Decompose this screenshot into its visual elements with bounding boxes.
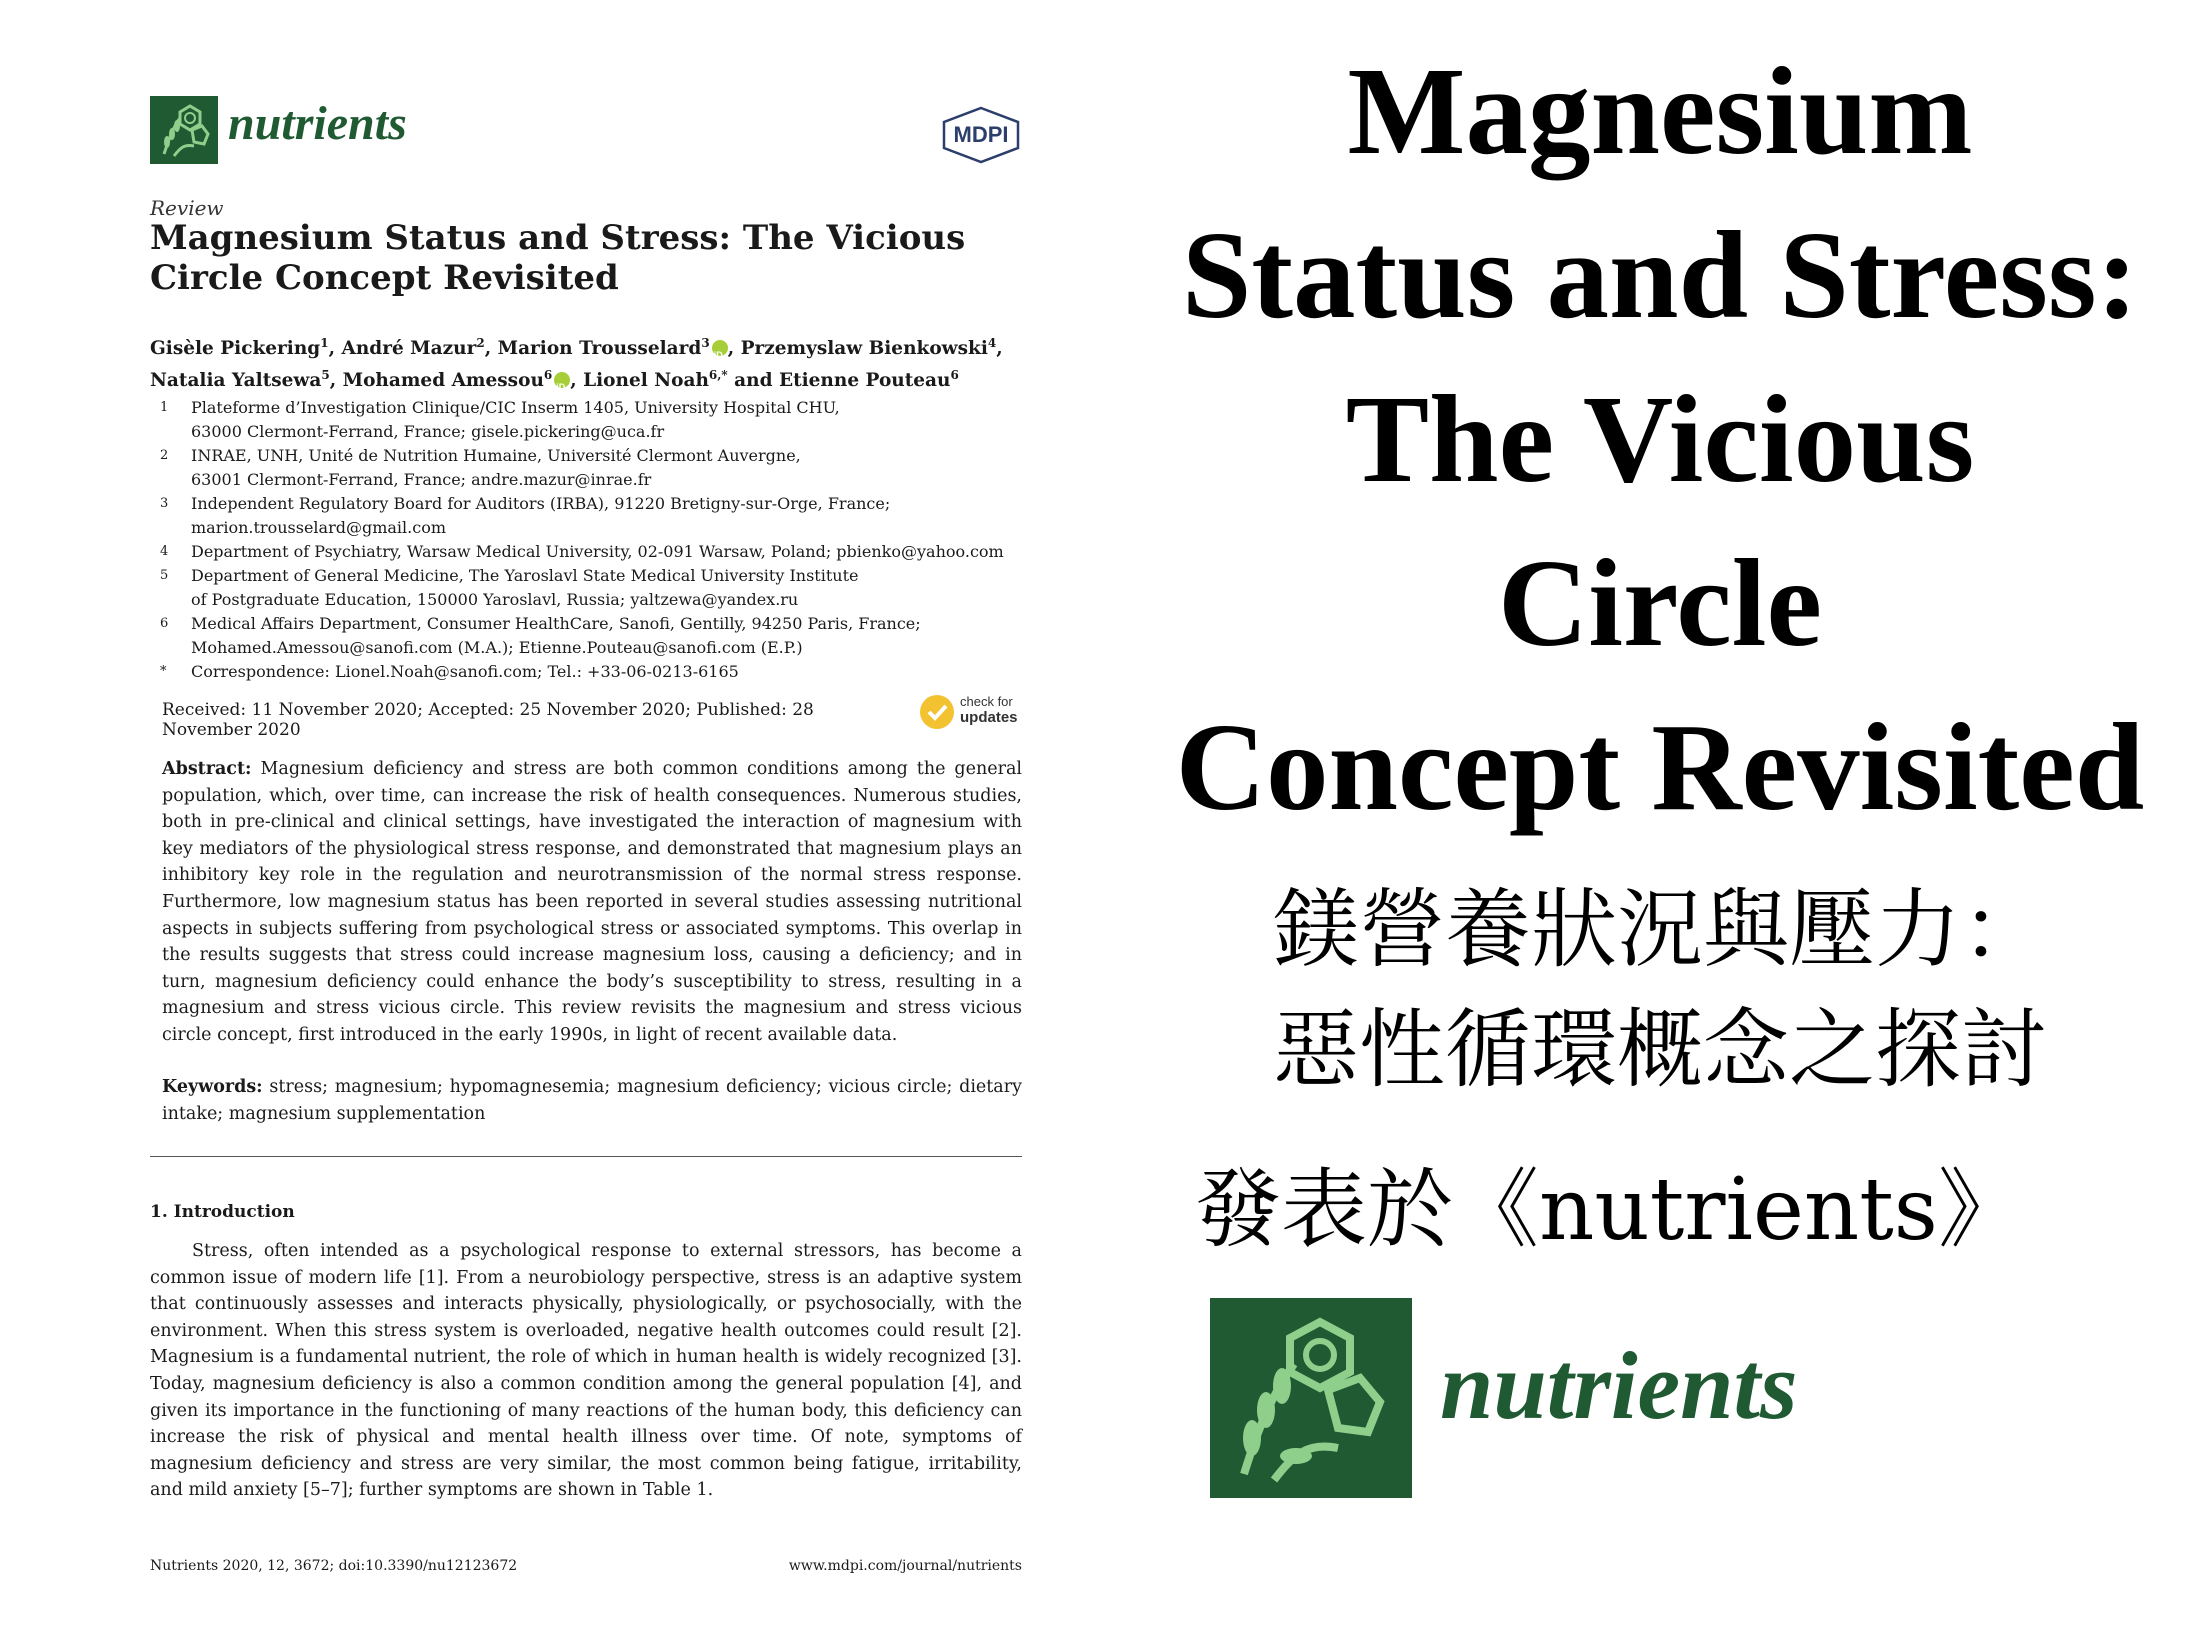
affiliation-text [191,540,1040,564]
affiliation-text [191,660,1040,684]
author-affiliation-ref: 1 [320,336,329,350]
author-name: Mohamed Amessou [342,370,544,392]
author-affiliation-ref: 3 [701,336,710,350]
affiliation-item [160,564,1040,612]
affiliation-item [160,540,1040,564]
affiliation-text [191,612,1040,660]
author-name: Przemyslaw Bienkowski [740,338,988,360]
author-affiliation-ref: 4 [987,336,997,350]
keywords-label: Keywords: [162,1077,263,1097]
slide-title-line: Status and Stress: [1181,207,2139,345]
affiliation-list [160,396,1040,684]
intro-heading: 1. Introduction [150,1202,295,1222]
published-in-label: 發表於《nutrients》 [1195,1160,2024,1260]
affiliation-text [191,396,1040,444]
affiliation-line: Independent Regulatory Board for Auditors (IRBA), 91220 Bretigny-sur-Orge, France; [191,494,891,513]
author-affiliation-ref: 6 [543,368,553,383]
abstract [162,756,1022,1049]
affiliation-item [160,444,1040,492]
author-name: Lionel Noah [583,370,709,392]
section-divider [150,1156,1022,1157]
author-name: Etienne Pouteau [778,370,951,392]
affiliation-number: * [160,664,167,679]
author-name: Marion Trousselard [497,338,702,360]
abstract-label: Abstract: [162,759,252,779]
affiliation-line: 63000 Clermont-Ferrand, France; gisele.pickering@uca.fr [191,422,665,441]
nutrients-logo-icon [1210,1298,1412,1498]
author-name: Natalia Yaltsewa [150,370,322,392]
slide-title-line: The Vicious [1345,371,1975,509]
mdpi-logo-text: MDPI [953,122,1009,147]
affiliation-number: 3 [160,496,169,511]
affiliation-line: Department of General Medicine, The Yaroslavl State Medical University Institute [191,566,859,585]
chinese-title [1160,870,2160,1110]
slide-title-line: Magnesium [1347,43,1973,181]
affiliation-line: of Postgraduate Education, 150000 Yaroslavl, Russia; yaltzewa@yandex.ru [191,590,799,609]
affiliation-line: marion.trousselard@gmail.com [191,518,446,537]
slide-title-line: Concept Revisited [1175,699,2145,837]
author-name: André Mazur [341,338,477,360]
article-type: Review [150,196,224,220]
author-affiliation-ref: 2 [476,336,485,350]
author-list: Gisèle Pickering$^1$, André Mazur$^2$, Marion Trousselard$^3$iD , Przemyslaw Bienkowski$^4$, Natalia Yaltsewa$^5$, Mohamed Amessou$^6$iD , Lionel Noah$^{6,*}$ and Etienne Pouteau$^6$ [150,330,1030,394]
affiliation-text [191,444,1040,492]
affiliation-line: Medical Affairs Department, Consumer HealthCare, Sanofi, Gentilly, 94250 Paris, France; [191,614,921,633]
affiliation-line: 63001 Clermont-Ferrand, France; andre.mazur@inrae.fr [191,470,652,489]
chinese-title-line: 惡性循環概念之探討 [1273,1000,2047,1100]
orcid-icon[interactable] [554,372,570,388]
affiliation-item [160,660,1040,684]
affiliation-line: Correspondence: Lionel.Noah@sanofi.com; Tel.: +33-06-0213-6165 [191,662,739,681]
check-for-updates-badge[interactable] [920,692,1030,732]
footer-url[interactable]: www.mdpi.com/journal/nutrients [788,1558,1022,1574]
journal-logo-text: nutrients [228,97,407,150]
check-for-label: check for [960,694,1013,709]
updates-label: updates [960,709,1018,726]
check-icon [920,695,954,729]
orcid-icon[interactable] [712,340,728,356]
affiliation-line: Department of Psychiatry, Warsaw Medical University, 02-091 Warsaw, Poland; pbienko@yahoo.com [191,542,1004,561]
publication-dates: Received: 11 November 2020; Accepted: 25 November 2020; Published: 28 November 2020 [162,700,814,740]
footer-citation: Nutrients 2020, 12, 3672; doi:10.3390/nu12123672 [150,1558,518,1574]
affiliation-item [160,396,1040,444]
mdpi-logo-icon [938,104,1024,164]
nutrients-logo-text: nutrients [1440,1332,1798,1439]
intro-body: Stress, often intended as a psychological response to external stressors, has become a common issue of modern life [1]. From a neurobiology perspective, stress is an adaptive system that continuously assesses and interacts physically, physiologically, or psychosocially, with the environment. When this stress system is overloaded, negative health outcomes could result [2]. Magnesium is a fundamental nutrient, the role of which in human health is widely recognized [3]. Today, magnesium deficiency is also a common condition among the general population [4], and given its importance in the functioning of many reactions of the human body, this deficiency can increase the risk of physical and mental health illness over time. Of note, symptoms of magnesium deficiency and stress are very similar, the most common being fatigue, irritability, and mild anxiety [5–7]; further symptoms are shown in Table 1. [150,1241,1022,1501]
affiliation-text [191,492,1040,540]
affiliation-number: 2 [160,448,169,463]
keywords [162,1074,1022,1127]
affiliation-line: Mohamed.Amessou@sanofi.com (M.A.); Etienne.Pouteau@sanofi.com (E.P.) [191,638,803,657]
author-affiliation-ref: 5 [321,368,330,383]
affiliation-item [160,492,1040,540]
affiliation-line: Plateforme d’Investigation Clinique/CIC Inserm 1405, University Hospital CHU, [191,398,840,417]
paper-first-page [0,0,1070,1650]
affiliation-item [160,612,1040,660]
affiliation-number: 1 [160,400,169,415]
author-name: Gisèle Pickering [150,338,321,360]
affiliation-text [191,564,1040,612]
affiliation-number: 4 [160,544,169,559]
keywords-text: stress; magnesium; hypomagnesemia; magnesium deficiency; vicious circle; dietary intake; magnesium supplementation [162,1077,1022,1124]
journal-logo-icon [150,96,218,164]
affiliation-line: INRAE, UNH, Unité de Nutrition Humaine, Université Clermont Auvergne, [191,446,801,465]
abstract-text: Magnesium deficiency and stress are both common conditions among the general population, which, over time, can increase the risk of health consequences. Numerous studies, both in pre-clinical and clinical settings, have investigated the interaction of magnesium with key mediators of the physiological stress response, and demonstrated that magnesium plays an inhibitory key role in the regulation and neurotransmission of the normal stress response. Furthermore, low magnesium status has been reported in several studies assessing nutritional aspects in subjects suffering from psychological stress or associated symptoms. This overlap in the results suggests that stress could increase magnesium loss, causing a deficiency; and in turn, magnesium deficiency could enhance the body’s susceptibility to stress, resulting in a magnesium and stress vicious circle. This review revisits the magnesium and stress vicious circle concept, first introduced in the early 1990s, in light of recent available data. [162,759,1022,1045]
affiliation-number: 6 [160,616,169,631]
article-title: Magnesium Status and Stress: The Vicious Circle Concept Revisited [150,218,966,298]
chinese-title-line: 鎂營養狀況與壓力： [1273,880,2047,980]
slide-title [1120,30,2200,850]
author-affiliation-ref: 6 [950,368,959,383]
slide-title-line: Circle [1498,535,1822,673]
author-affiliation-ref: 6,* [708,368,728,383]
affiliation-number: 5 [160,568,169,583]
